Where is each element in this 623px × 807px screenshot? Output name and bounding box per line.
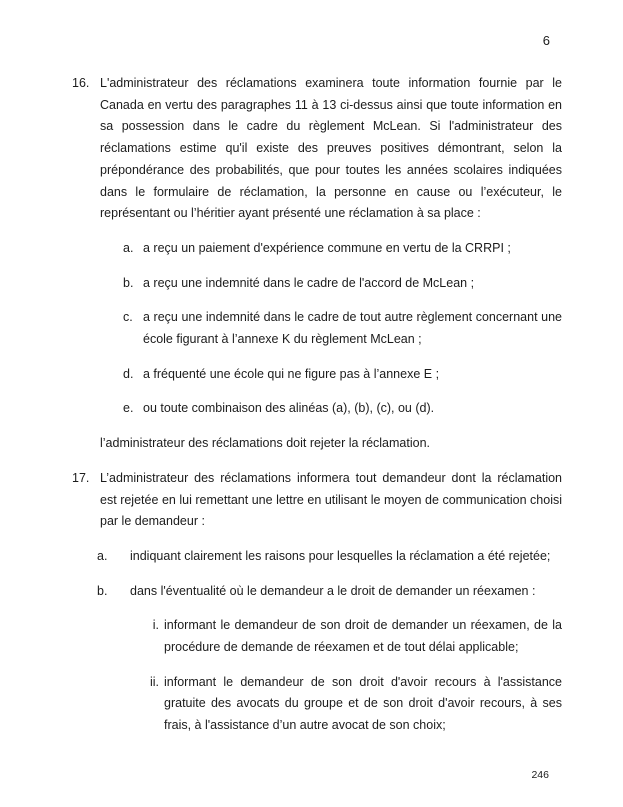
- paragraph-17: [72, 468, 562, 533]
- paragraph-17-text: L’administrateur des réclamations informera tout demandeur dont la réclamation est rejetée en lui remettant une lettre en utilisant le moyen de communication choisi par le demandeur :: [100, 470, 562, 529]
- paragraph-16-closing: l’administrateur des réclamations doit rejeter la réclamation.: [100, 436, 431, 451]
- list-item-16d: [123, 364, 562, 386]
- list-marker-16c: c.: [123, 310, 133, 325]
- page-number-header: 6: [542, 33, 550, 48]
- paragraph-16-text: L'administrateur des réclamations examinera toute information fournie par le Canada en vertu des paragraphes 11 à 13 ci-dessus ainsi que toute information en sa possession dans le cadre du règlement McLean. Si l'administrateur des réclamations estime qu'il existe des preuves positives démontrant, selon la prépondérance des probabilités, que pour toutes les années scolaires indiquées dans le formulaire de réclamation, la personne en cause ou l’exécuteur, le représentant ou l’héritier ayant présenté une réclamation à sa place :: [100, 76, 562, 221]
- list-marker-16b: b.: [123, 275, 134, 290]
- list-item-16e: [123, 398, 562, 420]
- list-item-17b: [97, 581, 562, 603]
- sub-list-item-17b-ii: [145, 672, 562, 737]
- document-content: [72, 73, 562, 737]
- list-text-16d: a fréquenté une école qui ne figure pas à l’annexe E ;: [143, 366, 440, 381]
- list-text-16c: a reçu une indemnité dans le cadre de tout autre règlement concernant une école figurant à l’annexe K du règlement McLean ;: [143, 310, 562, 347]
- list-item-16a: [123, 238, 562, 260]
- paragraph-16: [72, 73, 562, 225]
- list-item-16c: [123, 307, 562, 350]
- page-number-footer: 246: [531, 769, 549, 781]
- list-text-16b: a reçu une indemnité dans le cadre de l'accord de McLean ;: [143, 275, 475, 290]
- sub-list-marker-ii: ii.: [149, 674, 159, 689]
- list-marker-16e: e.: [123, 401, 134, 416]
- list-item-17a: [97, 546, 562, 568]
- sub-list-marker-i: i.: [152, 618, 159, 633]
- list-text-16e: ou toute combinaison des alinéas (a), (b), (c), ou (d).: [143, 401, 435, 416]
- sub-list-text-ii: informant le demandeur de son droit d'avoir recours à l'assistance gratuite des avocats du groupe et de son droit d'avoir recours, à ses frais, à l'assistance d’un autre avocat de son choix;: [164, 674, 562, 733]
- list-marker-16a: a.: [123, 240, 134, 255]
- list-text-17b: dans l'éventualité où le demandeur a le droit de demander un réexamen :: [130, 583, 536, 598]
- list-text-17a: indiquant clairement les raisons pour lesquelles la réclamation a été rejetée;: [130, 548, 551, 563]
- paragraph-17-number: 17.: [72, 470, 90, 485]
- paragraph-16-number: 16.: [72, 76, 90, 90]
- list-marker-17a: a.: [97, 548, 108, 563]
- sub-list-item-17b-i: [145, 615, 562, 658]
- sub-list-text-i: informant le demandeur de son droit de demander un réexamen, de la procédure de demande de réexamen et de tout délai applicable;: [164, 618, 562, 655]
- list-text-16a: a reçu un paiement d'expérience commune en vertu de la CRRPI ;: [143, 240, 511, 255]
- list-marker-16d: d.: [123, 366, 134, 381]
- list-marker-17b: b.: [97, 583, 108, 598]
- list-item-16b: [123, 273, 562, 295]
